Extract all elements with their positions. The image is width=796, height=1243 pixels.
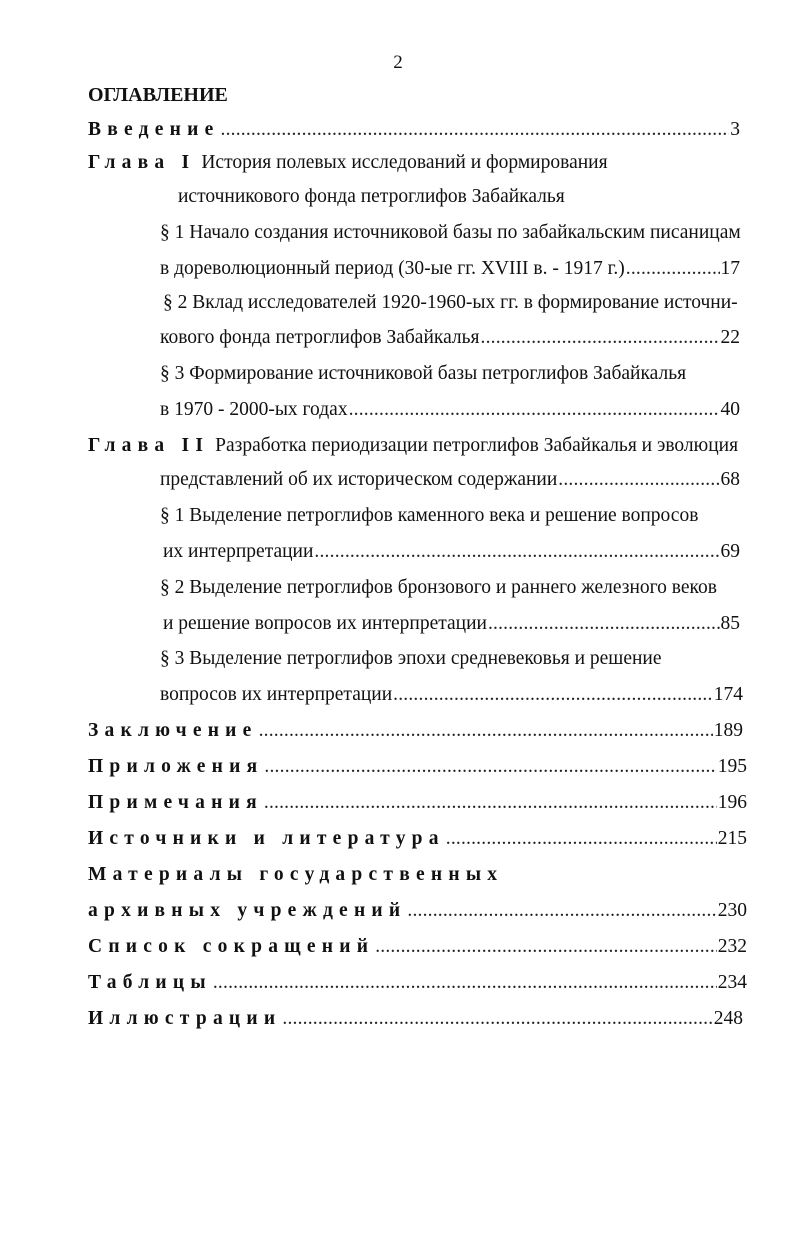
toc-section-1-2-line1[interactable] xyxy=(163,290,738,316)
toc-entry-label: Материалы государственных xyxy=(88,864,504,885)
toc-entry-label: Заключение xyxy=(88,720,258,741)
leader-dots xyxy=(488,611,720,637)
toc-page-number: 85 xyxy=(720,613,740,634)
toc-section-2-3-line2[interactable] xyxy=(160,682,743,708)
leader-dots xyxy=(626,256,720,282)
leader-dots xyxy=(558,467,719,493)
toc-page-number: 69 xyxy=(720,541,740,562)
toc-entry-appendices[interactable] xyxy=(88,754,747,780)
toc-page-number: 195 xyxy=(717,756,747,777)
toc-section-1-1-line1[interactable] xyxy=(160,220,741,246)
chapter-label: Глава I xyxy=(88,152,196,173)
toc-section-2-1-line2[interactable] xyxy=(163,539,740,565)
leader-dots xyxy=(375,934,717,960)
toc-page-number: 215 xyxy=(717,828,747,849)
toc-chapter-2-line1[interactable] xyxy=(88,433,738,459)
section-title: § 3 Выделение петроглифов эпохи средневековья и решение xyxy=(160,648,662,669)
toc-section-1-2-line2[interactable] xyxy=(160,325,740,351)
toc-entry-introduction[interactable] xyxy=(88,117,740,143)
leader-dots xyxy=(349,397,720,423)
toc-entry-sources[interactable] xyxy=(88,826,747,852)
section-title-cont: вопросов их интерпретации xyxy=(160,684,393,705)
toc-heading: ОГЛАВЛЕНИЕ xyxy=(88,84,228,106)
chapter-title: Разработка периодизации петроглифов Забайкалья и эволюция xyxy=(215,435,739,456)
leader-dots xyxy=(314,539,719,565)
toc-page-number: 248 xyxy=(713,1008,743,1029)
leader-dots xyxy=(264,790,717,816)
leader-dots xyxy=(393,682,713,708)
toc-page-number: 196 xyxy=(717,792,747,813)
section-title-cont: кового фонда петроглифов Забайкалья xyxy=(160,327,480,348)
toc-page-number: 230 xyxy=(717,900,747,921)
toc-page-number: 17 xyxy=(720,258,740,279)
toc-page-number: 174 xyxy=(713,684,743,705)
toc-page-number: 3 xyxy=(730,119,740,140)
toc-page-number: 68 xyxy=(720,469,740,490)
toc-chapter-1-line1[interactable] xyxy=(88,150,608,176)
page-number: 2 xyxy=(393,52,403,73)
chapter-title-cont: источникового фонда петроглифов Забайкалья xyxy=(178,186,565,207)
chapter-title-cont: представлений об их историческом содержании xyxy=(160,469,558,490)
leader-dots xyxy=(259,718,713,744)
leader-dots xyxy=(481,325,720,351)
section-title-cont: в 1970 - 2000-ых годах xyxy=(160,399,348,420)
toc-section-1-3-line2[interactable] xyxy=(160,397,740,423)
toc-section-1-1-line2[interactable] xyxy=(160,256,740,282)
toc-entry-conclusion[interactable] xyxy=(88,718,743,744)
leader-dots xyxy=(221,117,730,143)
toc-page-number: 234 xyxy=(717,972,747,993)
toc-entry-notes[interactable] xyxy=(88,790,747,816)
toc-entry-label: Приложения xyxy=(88,756,264,777)
toc-section-2-1-line1[interactable] xyxy=(160,503,698,529)
section-title-cont: и решение вопросов их интерпретации xyxy=(163,613,487,634)
leader-dots xyxy=(264,754,716,780)
toc-entry-tables[interactable] xyxy=(88,970,747,996)
toc-entry-label: Список сокращений xyxy=(88,936,375,957)
toc-section-2-3-line1[interactable] xyxy=(160,646,662,672)
toc-entry-label: Таблицы xyxy=(88,972,212,993)
toc-entry-archives-line2[interactable] xyxy=(88,898,747,924)
toc-chapter-2-line2[interactable] xyxy=(160,467,740,493)
toc-page-number: 22 xyxy=(720,327,740,348)
toc-page-number: 40 xyxy=(720,399,740,420)
section-title-cont: их интерпретации xyxy=(163,541,314,562)
leader-dots xyxy=(213,970,717,996)
chapter-label: Глава II xyxy=(88,435,210,456)
toc-entry-archives-line1[interactable] xyxy=(88,862,503,888)
toc-section-1-3-line1[interactable] xyxy=(160,361,686,387)
leader-dots xyxy=(282,1006,712,1032)
leader-dots xyxy=(446,826,717,852)
toc-entry-illustrations[interactable] xyxy=(88,1006,743,1032)
section-title: § 1 Начало создания источниковой базы по забайкальским писаницам xyxy=(160,222,741,243)
chapter-title: История полевых исследований и формирования xyxy=(201,152,608,173)
toc-section-2-2-line2[interactable] xyxy=(163,611,740,637)
toc-chapter-1-line2 xyxy=(178,184,565,210)
toc-entry-label: Источники и литература xyxy=(88,828,445,849)
leader-dots xyxy=(407,898,716,924)
section-title: § 2 Выделение петроглифов бронзового и раннего железного веков xyxy=(160,577,717,598)
toc-page-number: 189 xyxy=(713,720,743,741)
toc-page-number: 232 xyxy=(717,936,747,957)
section-title: § 2 Вклад исследователей 1920-1960-ых гг. в формирование источни- xyxy=(163,292,738,313)
toc-entry-label-cont: архивных учреждений xyxy=(88,900,407,921)
toc-section-2-2-line1[interactable] xyxy=(160,575,717,601)
section-title-cont: в дореволюционный период (30-ые гг. XVIII в. - 1917 г.) xyxy=(160,258,625,279)
section-title: § 3 Формирование источниковой базы петроглифов Забайкалья xyxy=(160,363,687,384)
section-title: § 1 Выделение петроглифов каменного века и решение вопросов xyxy=(160,505,699,526)
toc-entry-label: Иллюстрации xyxy=(88,1008,282,1029)
toc-entry-label: Введение xyxy=(88,119,220,140)
toc-entry-abbreviations[interactable] xyxy=(88,934,747,960)
toc-entry-label: Примечания xyxy=(88,792,263,813)
